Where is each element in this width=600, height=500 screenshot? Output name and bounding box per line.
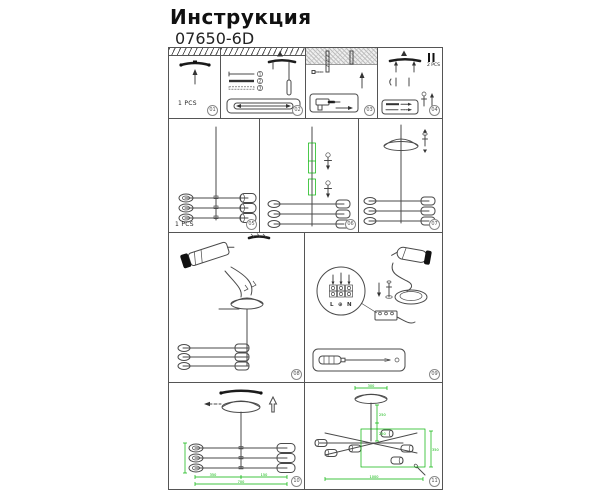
step-number-badge: 05 bbox=[246, 219, 257, 230]
chandelier-diagram bbox=[268, 127, 350, 228]
mounting-bracket-icon bbox=[179, 61, 210, 67]
wall-anchor-icon bbox=[229, 78, 263, 83]
step-07-panel bbox=[359, 119, 442, 232]
model-number: 07650-6D bbox=[175, 29, 255, 48]
step-number-badge: 08 bbox=[291, 369, 302, 380]
wires bbox=[225, 267, 256, 297]
step-09-panel bbox=[305, 233, 442, 382]
step-05-panel bbox=[169, 119, 260, 232]
quantity-label: 2 PCS bbox=[426, 63, 440, 68]
chandelier-diagram bbox=[178, 309, 249, 370]
terminal-wiring-diagram bbox=[305, 233, 442, 382]
terminal-l-label: L bbox=[330, 302, 334, 308]
hanging-wiring-diagram bbox=[169, 233, 305, 382]
drill-hole-anchor-icon bbox=[326, 51, 353, 72]
step-03-panel bbox=[306, 48, 378, 118]
step-06-panel bbox=[260, 119, 359, 232]
step-04-panel bbox=[378, 48, 442, 118]
dim-total-label: 700 bbox=[237, 480, 245, 484]
step-08-panel bbox=[169, 233, 305, 382]
threaded-rod-icon bbox=[229, 85, 263, 90]
dim-upper-label: 250 bbox=[379, 413, 386, 417]
screw-drop-icon bbox=[377, 281, 392, 298]
step-02-panel bbox=[221, 48, 306, 118]
quantity-label: 1 PCS bbox=[175, 221, 194, 228]
instruction-grid bbox=[168, 47, 443, 490]
screwdriver-icon bbox=[313, 349, 405, 371]
step-number-badge: 01 bbox=[207, 105, 218, 116]
rod-fastening-diagram bbox=[260, 119, 359, 232]
dim-side-label: 350 bbox=[432, 448, 439, 452]
chandelier-diagram bbox=[189, 412, 295, 473]
dim-lower-label: 250 bbox=[379, 432, 386, 436]
final-assembly-diagram bbox=[305, 383, 442, 489]
arrow-up-icon bbox=[360, 72, 365, 88]
chandelier-diagram bbox=[364, 197, 435, 225]
screw-with-arrows-icon bbox=[423, 129, 428, 153]
fastener-1-label: 1 bbox=[258, 71, 262, 77]
dim-b-label: 150 bbox=[260, 473, 268, 477]
step-11-panel bbox=[305, 383, 442, 489]
hardware-box bbox=[382, 100, 418, 114]
canopy-icon bbox=[231, 298, 263, 309]
screw-icon bbox=[229, 71, 263, 76]
mounting-bar-box bbox=[227, 99, 300, 113]
quantity-label: 1 PCS bbox=[178, 100, 197, 107]
step-number-badge: 03 bbox=[364, 105, 375, 116]
arrow-up-icon bbox=[193, 69, 198, 84]
chandelier-body-diagram bbox=[169, 119, 260, 232]
two-pcs-icon bbox=[428, 53, 435, 62]
screw-icon bbox=[312, 71, 323, 74]
mounting-bracket-icon bbox=[390, 51, 420, 73]
canopy-icon bbox=[384, 125, 418, 223]
ceiling-bracket-icon bbox=[249, 234, 269, 239]
row-wiring bbox=[169, 233, 442, 383]
step-number-badge: 04 bbox=[429, 105, 440, 116]
driver-unit-icon bbox=[391, 244, 432, 265]
terminal-block-icon bbox=[375, 311, 415, 323]
row-assembly bbox=[169, 119, 442, 233]
step-number-badge: 09 bbox=[429, 369, 440, 380]
ceiling-bracket-icon bbox=[219, 391, 262, 395]
dimension-lines bbox=[325, 384, 439, 481]
step-number-badge: 06 bbox=[345, 219, 356, 230]
fastener-3-label: 3 bbox=[258, 85, 262, 91]
step-10-panel bbox=[169, 383, 305, 489]
mounted-bracket-icon bbox=[269, 51, 295, 95]
chandelier-arms bbox=[315, 430, 417, 464]
step-number-badge: 07 bbox=[429, 219, 440, 230]
bulb-screw-icon bbox=[414, 464, 425, 475]
canopy-icon bbox=[222, 401, 260, 413]
dim-total-label: 1000 bbox=[369, 475, 379, 479]
page-title: Инструкция bbox=[170, 5, 312, 29]
grub-screw-icon bbox=[325, 153, 332, 170]
dim-canopy-label: 300 bbox=[367, 384, 375, 388]
anchor-screw-pair-icon bbox=[390, 78, 409, 86]
step-number-badge: 10 bbox=[291, 476, 302, 487]
drill-icon bbox=[310, 94, 358, 112]
terminal-n-label: N bbox=[347, 302, 352, 308]
chandelier-diagram bbox=[179, 127, 256, 223]
step-01-panel bbox=[169, 48, 221, 118]
step-number-badge: 02 bbox=[292, 105, 303, 116]
canopy-ring-icon bbox=[392, 263, 427, 304]
arrow-left-dashed-icon bbox=[204, 402, 221, 406]
row-parts bbox=[169, 48, 442, 119]
step-number-badge: 11 bbox=[429, 476, 440, 487]
arrow-up-hollow-icon bbox=[270, 397, 277, 412]
wiring-magnifier bbox=[317, 267, 377, 315]
dim-a-label: 350 bbox=[209, 473, 217, 477]
canopy-mount-diagram bbox=[169, 383, 305, 489]
fastener-2-label: 2 bbox=[258, 78, 262, 84]
grub-screw-icon bbox=[325, 181, 332, 198]
screw-with-arrow-icon bbox=[422, 92, 435, 106]
canopy-attach-diagram bbox=[359, 119, 442, 232]
row-final bbox=[169, 383, 442, 489]
terminal-earth-label: ⊕ bbox=[338, 302, 343, 308]
driver-unit-icon bbox=[180, 239, 236, 269]
